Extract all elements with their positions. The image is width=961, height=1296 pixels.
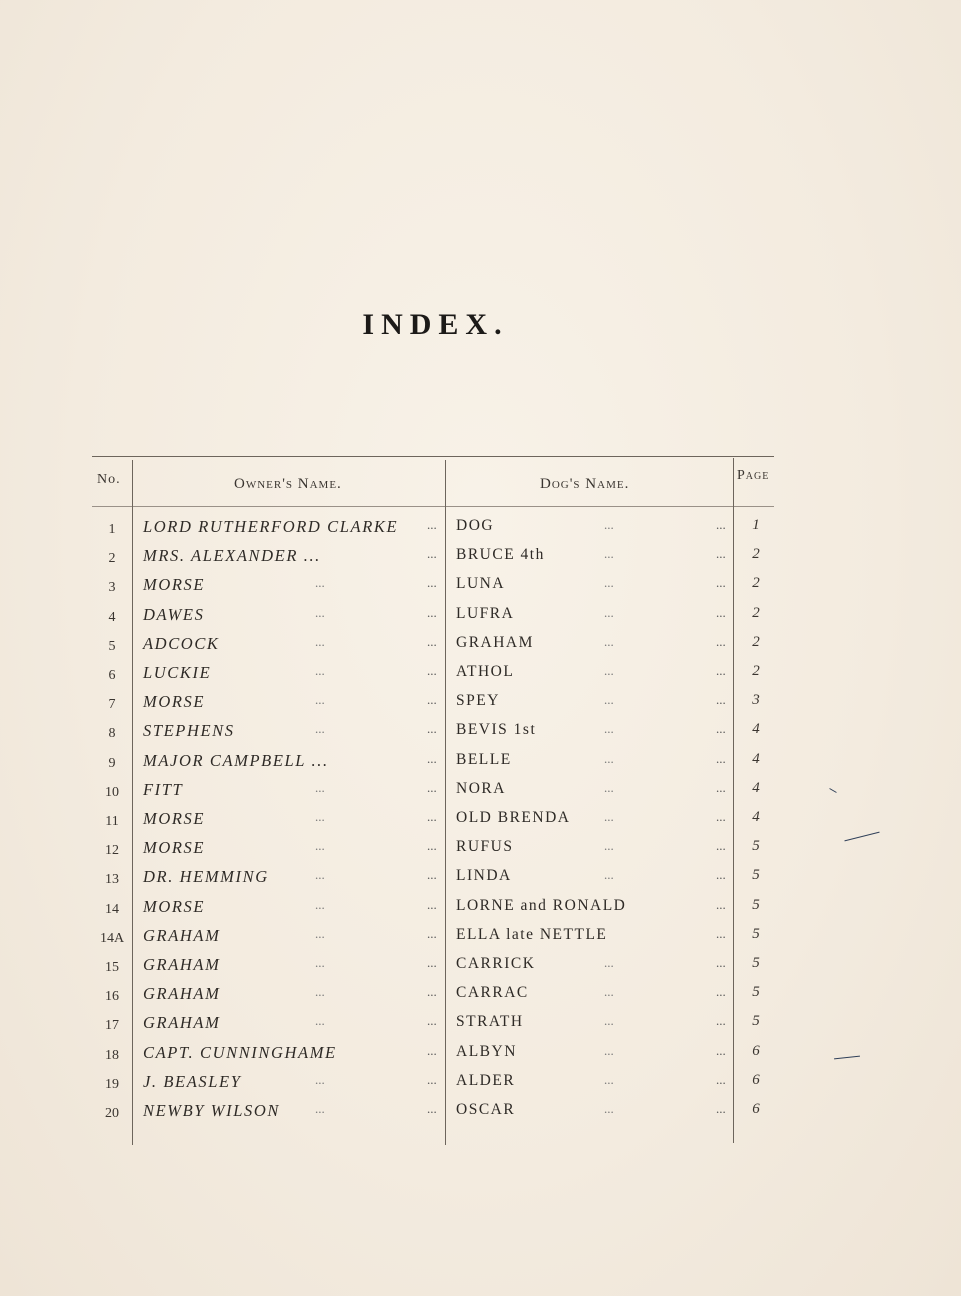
entry-number: 15 [105,960,119,975]
owner-name: MORSE [143,575,206,595]
page-number: 1 [752,517,760,533]
page-number: 5 [752,838,760,855]
owner-dots: ... [427,809,437,824]
owner-dots: ... [427,692,437,708]
owner-dots: ... [427,663,437,678]
owner-name: MAJOR CAMPBELL ... [143,750,329,770]
owner-dots: ... [427,867,437,883]
dog-leader-dots: ... [604,867,614,883]
page-number: 6 [752,1101,760,1117]
table-row [0,1043,961,1072]
entry-number: 14A [99,930,125,946]
owner-name: J. BEASLEY [143,1071,242,1091]
dog-leader-dots: ... [604,779,614,795]
owner-name: GRAHAM [143,925,221,945]
page-number: 3 [752,692,760,709]
dog-leader-dots: ... [604,546,614,562]
owner-dots: ... [427,984,437,1000]
dog-leader-dots: ... [604,984,614,1000]
owner-leader-dots: ... [315,896,325,912]
dog-dots: ... [716,984,726,1000]
table-row [0,546,961,575]
page-number: 2 [752,575,760,592]
table-row [0,751,961,780]
dog-name: BRUCE 4th [456,546,545,564]
owner-dots: ... [427,1042,437,1058]
dog-dots: ... [716,1101,726,1116]
owner-name: MORSE [143,809,206,828]
dog-leader-dots: ... [604,692,614,708]
dog-name: SPEY [456,692,500,710]
page-number: 6 [752,1042,760,1059]
header-dog: Dog's Name. [540,476,630,492]
owner-leader-dots: ... [315,867,325,883]
dog-dots: ... [716,779,726,795]
page-number: 4 [752,779,760,796]
owner-dots: ... [427,955,437,970]
owner-leader-dots: ... [315,984,325,1000]
table-row [0,1072,961,1101]
dog-dots: ... [716,838,726,854]
table-row [0,867,961,896]
page-number: 2 [752,633,760,650]
table-row [0,1013,961,1042]
dog-name: LINDA [456,867,512,885]
owner-leader-dots: ... [315,575,325,591]
dog-leader-dots: ... [604,955,614,970]
dog-dots: ... [716,1013,726,1029]
dog-dots: ... [716,633,726,649]
owner-name: LORD RUTHERFORD CLARKE [143,517,399,536]
dog-leader-dots: ... [604,1071,614,1087]
owner-leader-dots: ... [315,925,325,941]
owner-dots: ... [427,517,437,532]
table-row [0,575,961,604]
dog-dots: ... [716,517,726,532]
table-row [0,517,961,546]
page-number: 5 [752,867,760,884]
entry-number: 5 [108,638,116,654]
dog-name: STRATH [456,1013,524,1031]
table-row [0,809,961,838]
dog-name: ELLA late NETTLE [456,925,608,943]
dog-leader-dots: ... [604,633,614,649]
owner-name: GRAHAM [143,984,221,1004]
table-row [0,984,961,1013]
owner-dots: ... [427,779,437,795]
dog-dots: ... [716,809,726,824]
owner-name: MORSE [143,838,206,858]
owner-dots: ... [427,575,437,591]
table-row [0,692,961,721]
owner-name: NEWBY WILSON [143,1101,280,1120]
owner-name: LUCKIE [143,663,212,682]
table-row [0,721,961,750]
dog-leader-dots: ... [604,1013,614,1029]
dog-name: RUFUS [456,838,514,856]
entry-number: 8 [108,726,116,742]
page-number: 2 [752,546,760,563]
owner-leader-dots: ... [315,955,325,970]
owner-name: MRS. ALEXANDER ... [143,546,321,566]
dog-name: ATHOL [456,663,515,680]
owner-leader-dots: ... [315,633,325,649]
owner-name: MORSE [143,896,206,916]
dog-dots: ... [716,604,726,620]
entry-number: 3 [108,580,116,596]
page-number: 5 [752,925,760,942]
page-number: 2 [752,663,760,679]
page-number: 5 [752,984,760,1001]
owner-dots: ... [427,633,437,649]
entry-number: 11 [105,814,119,829]
page-number: 6 [752,1071,760,1088]
dog-name: NORA [456,779,506,797]
owner-dots: ... [427,925,437,941]
entry-number: 2 [108,551,116,567]
owner-name: GRAHAM [143,955,221,974]
owner-leader-dots: ... [315,1013,325,1029]
dog-dots: ... [716,1042,726,1058]
page-title: INDEX. [362,308,509,341]
owner-leader-dots: ... [315,809,325,824]
dog-name: LUFRA [456,604,515,622]
owner-leader-dots: ... [315,721,325,737]
owner-dots: ... [427,1013,437,1029]
page-number: 5 [752,1013,760,1030]
dog-leader-dots: ... [604,721,614,737]
dog-dots: ... [716,1071,726,1087]
owner-leader-dots: ... [315,692,325,708]
table-row [0,897,961,926]
table-row [0,634,961,663]
owner-leader-dots: ... [315,1071,325,1087]
dog-leader-dots: ... [604,838,614,854]
dog-dots: ... [716,546,726,562]
table-row [0,1101,961,1130]
page-number: 4 [752,809,760,825]
entry-number: 20 [105,1106,119,1121]
dog-leader-dots: ... [604,604,614,620]
owner-dots: ... [427,750,437,766]
dog-name: DOG [456,517,495,534]
dog-name: CARRAC [456,984,529,1002]
page-number: 2 [752,604,760,621]
table-row [0,838,961,867]
table-row [0,955,961,984]
entry-number: 14 [105,901,119,917]
dog-dots: ... [716,750,726,766]
owner-leader-dots: ... [315,1101,325,1116]
dog-name: ALDER [456,1071,516,1089]
owner-name: STEPHENS [143,721,235,741]
entry-number: 6 [108,668,116,683]
owner-name: GRAHAM [143,1013,221,1033]
owner-dots: ... [427,896,437,912]
owner-name: DAWES [143,604,205,624]
table-row [0,605,961,634]
dog-dots: ... [716,896,726,912]
page-number: 4 [752,750,760,767]
table-row [0,663,961,692]
table-row [0,926,961,955]
entry-number: 1 [108,522,116,537]
owner-dots: ... [427,838,437,854]
entry-number: 19 [105,1076,119,1092]
header-bottom-rule [92,506,774,507]
table-top-rule [92,456,774,457]
entry-number: 10 [105,784,119,800]
dog-name: ALBYN [456,1042,517,1060]
dog-leader-dots: ... [604,750,614,766]
page-number: 5 [752,896,760,913]
dog-dots: ... [716,692,726,708]
owner-dots: ... [427,1101,437,1116]
owner-dots: ... [427,721,437,737]
dog-leader-dots: ... [604,575,614,591]
entry-number: 16 [105,989,119,1005]
owner-name: DR. HEMMING [143,867,269,887]
owner-dots: ... [427,604,437,620]
owner-name: FITT [143,779,184,799]
dog-name: BEVIS 1st [456,721,537,739]
table-row [0,780,961,809]
header-page: Page [737,468,770,483]
entry-number: 4 [108,609,116,625]
owner-leader-dots: ... [315,663,325,678]
owner-leader-dots: ... [315,779,325,795]
dog-dots: ... [716,867,726,883]
header-no: No. [97,472,121,487]
owner-dots: ... [427,546,437,562]
owner-name: CAPT. CUNNINGHAME [143,1042,337,1062]
dog-name: GRAHAM [456,633,534,651]
dog-leader-dots: ... [604,517,614,532]
page-number: 4 [752,721,760,738]
dog-leader-dots: ... [604,809,614,824]
owner-name: MORSE [143,692,206,712]
entry-number: 13 [105,872,119,888]
owner-name: ADCOCK [143,633,220,653]
entry-number: 18 [105,1047,119,1063]
header-owner: Owner's Name. [234,476,342,492]
dog-name: CARRICK [456,955,536,972]
dog-leader-dots: ... [604,663,614,678]
owner-dots: ... [427,1071,437,1087]
dog-dots: ... [716,575,726,591]
dog-name: OSCAR [456,1101,516,1118]
entry-number: 12 [105,843,119,859]
entry-number: 9 [108,755,116,771]
dog-leader-dots: ... [604,1042,614,1058]
entry-number: 7 [108,697,116,713]
dog-name: LORNE and RONALD [456,896,627,914]
dog-leader-dots: ... [604,1101,614,1116]
owner-leader-dots: ... [315,604,325,620]
owner-leader-dots: ... [315,838,325,854]
page-number: 5 [752,955,760,971]
dog-name: BELLE [456,750,512,768]
dog-name: LUNA [456,575,506,593]
dog-dots: ... [716,955,726,970]
dog-dots: ... [716,925,726,941]
dog-dots: ... [716,721,726,737]
dog-dots: ... [716,663,726,678]
dog-name: OLD BRENDA [456,809,571,826]
entry-number: 17 [105,1018,119,1034]
